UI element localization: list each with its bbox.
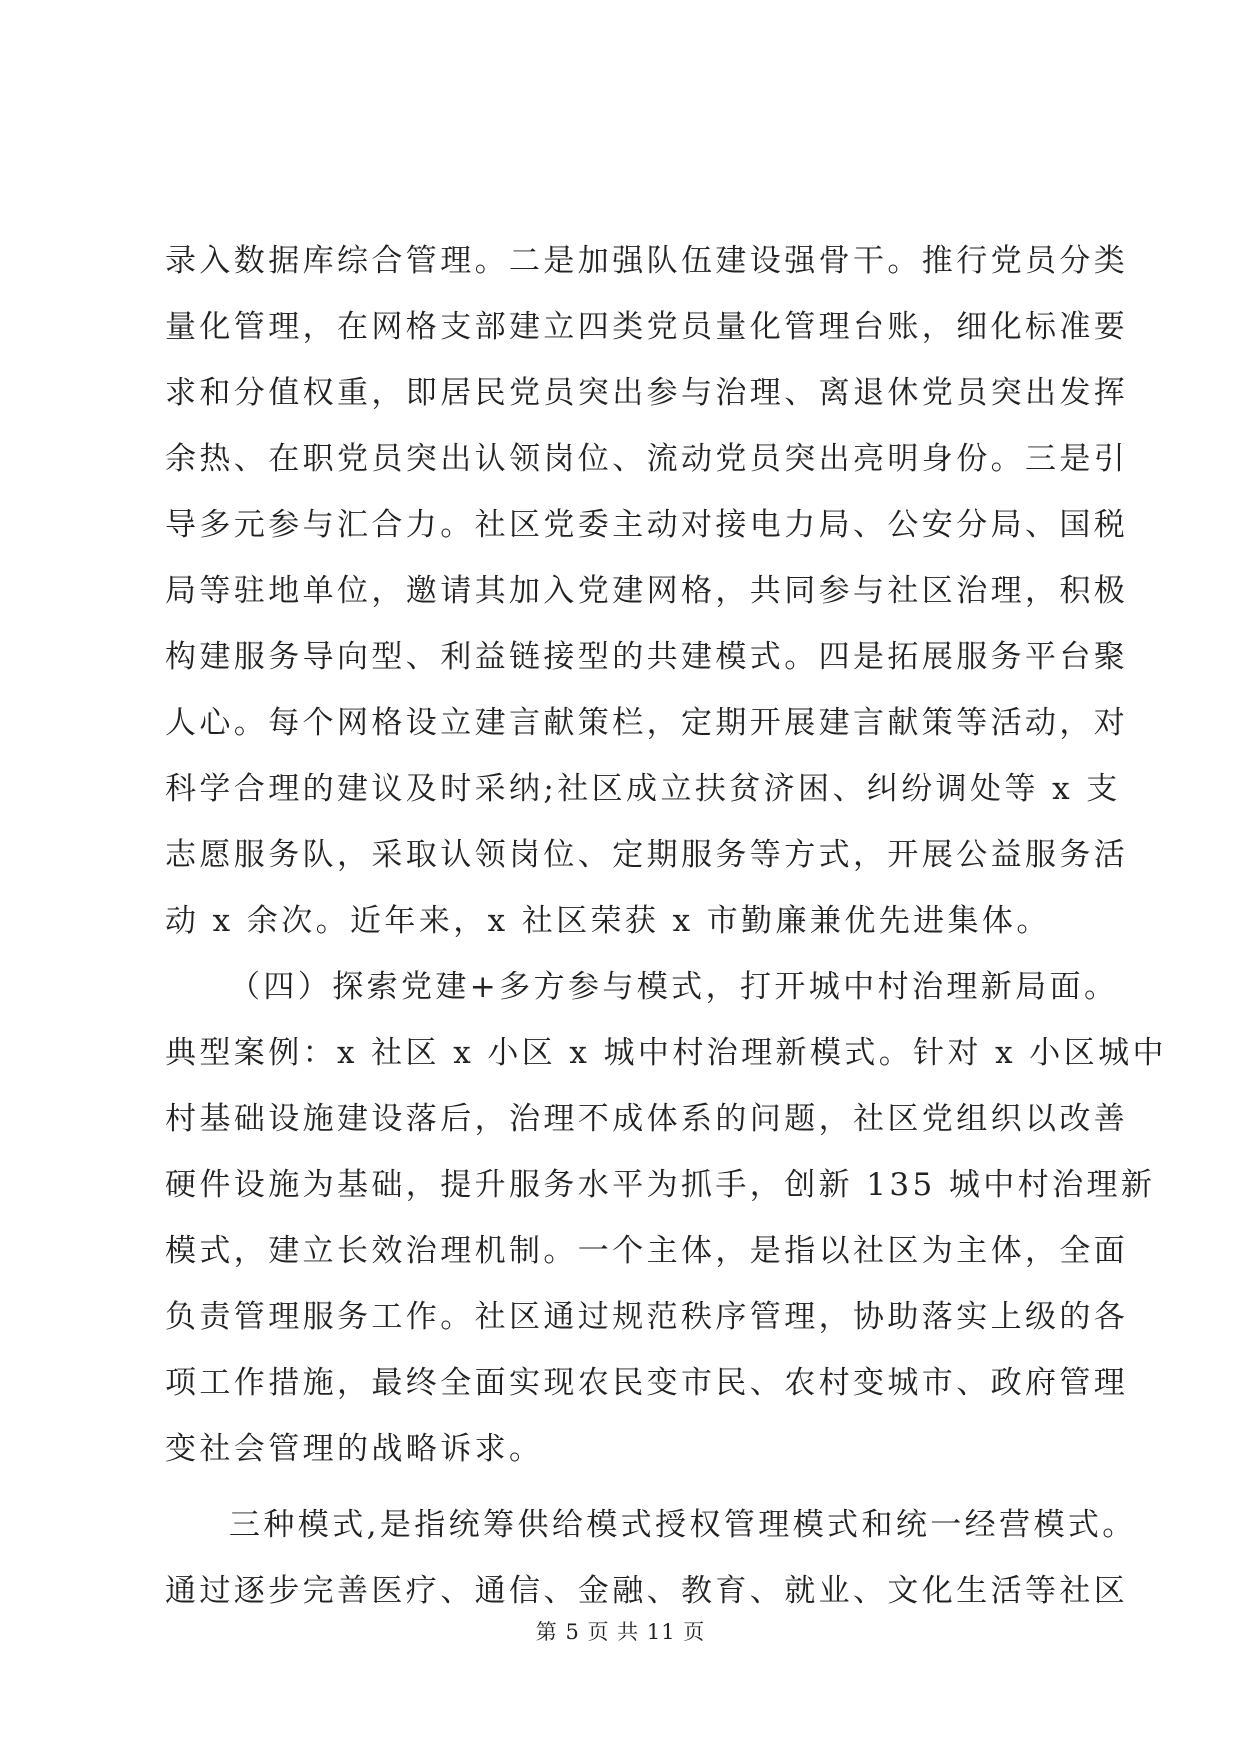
text-line: 导多元参与汇合力。社区党委主动对接电力局、公安分局、国税 — [165, 507, 1129, 543]
text-line: 求和分值权重，即居民党员突出参与治理、离退休党员突出发挥 — [165, 375, 1129, 411]
text-line: 典型案例：x 社区 x 小区 x 城中村治理新模式。针对 x 小区城中 — [165, 1035, 1167, 1071]
text-line: 变社会管理的战略诉求。 — [165, 1431, 544, 1467]
text-line: 局等驻地单位，邀请其加入党建网格，共同参与社区治理，积极 — [165, 573, 1129, 609]
text-line: 硬件设施为基础，提升服务水平为抓手，创新 135 城中村治理新 — [165, 1167, 1156, 1203]
body-text — [165, 228, 1167, 1624]
section-heading: （四）探索党建+多方参与模式，打开城中村治理新局面。 — [229, 969, 1119, 1005]
text-line: 项工作措施，最终全面实现农民变市民、农村变城市、政府管理 — [165, 1365, 1129, 1401]
text-line: 负责管理服务工作。社区通过规范秩序管理，协助落实上级的各 — [165, 1299, 1129, 1335]
text-line: 通过逐步完善医疗、通信、金融、教育、就业、文化生活等社区 — [165, 1573, 1129, 1609]
text-line: 量化管理，在网格支部建立四类党员量化管理台账，细化标准要 — [165, 309, 1129, 345]
text-line: 余热、在职党员突出认领岗位、流动党员突出亮明身份。三是引 — [165, 441, 1129, 477]
text-line: 村基础设施建设落后，治理不成体系的问题，社区党组织以改善 — [165, 1101, 1129, 1137]
text-line: 科学合理的建议及时采纳;社区成立扶贫济困、纠纷调处等 x 支 — [165, 771, 1121, 807]
text-line: 人心。每个网格设立建言献策栏，定期开展建言献策等活动，对 — [165, 705, 1129, 741]
text-line: 模式，建立长效治理机制。一个主体，是指以社区为主体，全面 — [165, 1233, 1129, 1269]
paragraph-start: 三种模式,是指统筹供给模式授权管理模式和统一经营模式。 — [229, 1507, 1137, 1543]
text-line: 志愿服务队，采取认领岗位、定期服务等方式，开展公益服务活 — [165, 837, 1129, 873]
text-line: 录入数据库综合管理。二是加强队伍建设强骨干。推行党员分类 — [165, 243, 1129, 279]
text-line: 构建服务导向型、利益链接型的共建模式。四是拓展服务平台聚 — [165, 639, 1129, 675]
text-line: 动 x 余次。近年来，x 社区荣获 x 市勤廉兼优先进集体。 — [165, 903, 1051, 939]
page-footer: 第 5 页 共 11 页 — [535, 1620, 706, 1644]
